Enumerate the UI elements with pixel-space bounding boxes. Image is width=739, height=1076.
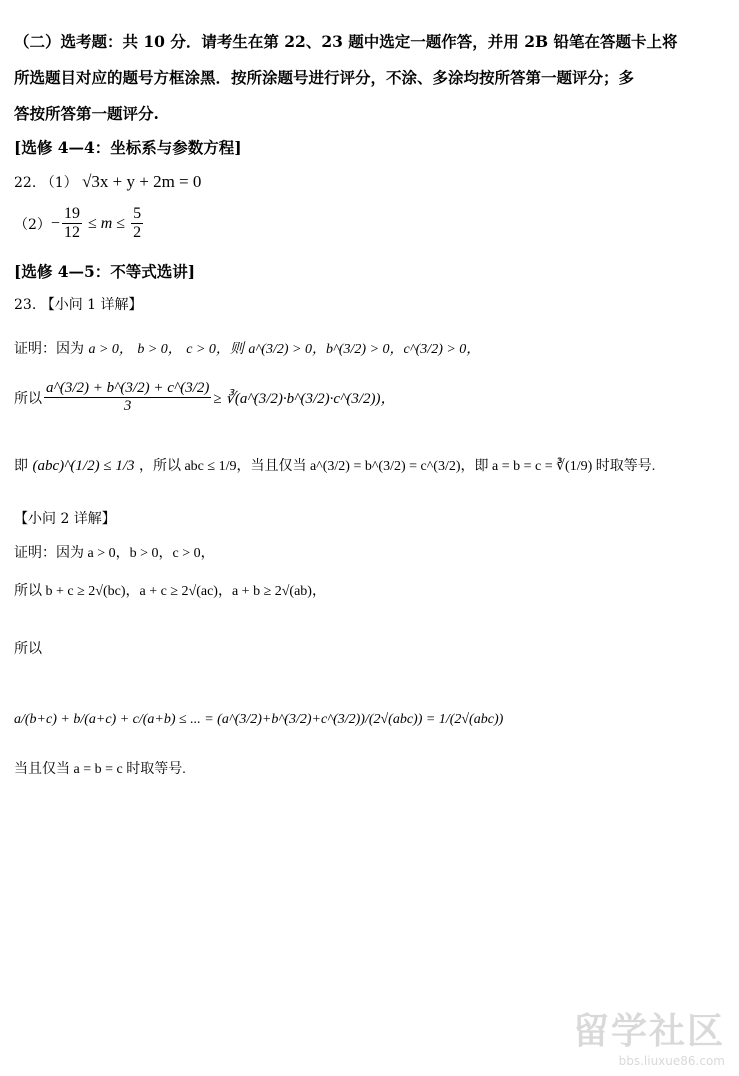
q22-frac2-den: 2 (133, 224, 142, 242)
sum-line: a/(b+c) + b/(a+c) + c/(a+b) ≤ ... = (a^(3/2)+b^(3/2)+c^(3/2))/(2√(abc)) = 1/(2√(abc)) (14, 712, 504, 727)
proof1-cond-c: c > 0，则 (186, 342, 244, 357)
amgm-denominator: 3 (123, 398, 132, 415)
section-title-4-5: [选修 4—5：不等式选讲] (14, 262, 196, 281)
amgm-fraction (44, 380, 211, 416)
fractions-line (14, 638, 42, 658)
q22-part1-equation: √3x + y + 2m = 0 (82, 172, 202, 191)
q22-part2-minus: − (50, 214, 60, 232)
ji-prefix: 即 (14, 458, 28, 474)
proof2-line: 证明：因为 a > 0，b > 0，c > 0， (14, 546, 215, 561)
q22-frac1-den: 12 (63, 224, 80, 242)
proof1-cond-b: b > 0， (137, 342, 182, 357)
amgm2-line: 所以 b + c ≥ 2√(bc)，a + c ≥ 2√(ac)，a + b ≥ 2√(ab)， (14, 584, 326, 599)
amgm-rhs: ≥ ∛(a^(3/2)·b^(3/2)·c^(3/2))， (213, 391, 396, 408)
q22-frac2-num: 5 (131, 205, 143, 224)
proof1-cond-a: a > 0， (88, 342, 133, 357)
q22-fraction-2 (131, 205, 143, 243)
q22-frac1-num: 19 (62, 205, 82, 224)
proof1-powers: a^(3/2) > 0，b^(3/2) > 0，c^(3/2) > 0， (248, 342, 481, 357)
proof1-line (14, 338, 480, 358)
watermark-title: 留学社区 (572, 1011, 725, 1052)
header-line-1: （二）选考题：共 10 分．请考生在第 22、23 题中选定一题作答，并用 2B 铅笔在答题卡上将 (14, 32, 678, 51)
sub1-continuation: ，所以 abc ≤ 1/9，当且仅当 a^(3/2) = b^(3/2) = c^(3/2)，即 a = b = c = ∛(1/9) 时取等号. (138, 459, 656, 474)
header-line-2: 所选题目对应的题号方框涂黑．按所涂题号进行评分，不涂、多涂均按所答第一题评分；多 (14, 68, 635, 87)
q22-part2-middle: ≤ m ≤ (87, 214, 126, 232)
q22-part2-label: （2） (14, 216, 51, 233)
amgm-prefix: 所以 (14, 390, 42, 407)
proof1-prefix: 证明：因为 (14, 341, 84, 357)
amgm-numerator: a^(3/2) + b^(3/2) + c^(3/2) (44, 380, 211, 398)
final-line: 当且仅当 a = b = c 时取等号. (14, 762, 186, 777)
sub1-conclusion (14, 455, 655, 475)
fractions-prefix: 所以 (14, 641, 42, 657)
q22-part1 (14, 172, 201, 192)
sub2-label: 【小问 2 详解】 (14, 511, 116, 527)
section-title-4-4: [选修 4—4：坐标系与参数方程] (14, 138, 242, 157)
q22-label: 22. （1） (14, 175, 78, 191)
header-line-3: 答按所答第一题评分. (14, 104, 159, 123)
abc-power-ineq: (abc)^(1/2) ≤ 1/3 (32, 458, 135, 474)
q22-part2 (14, 205, 145, 243)
q22-fraction-1 (62, 205, 82, 243)
amgm-line (14, 380, 396, 416)
q23-label: 23. 【小问 1 详解】 (14, 297, 143, 313)
watermark (573, 1003, 725, 1068)
watermark-url: bbs.liuxue86.com (618, 1054, 725, 1068)
